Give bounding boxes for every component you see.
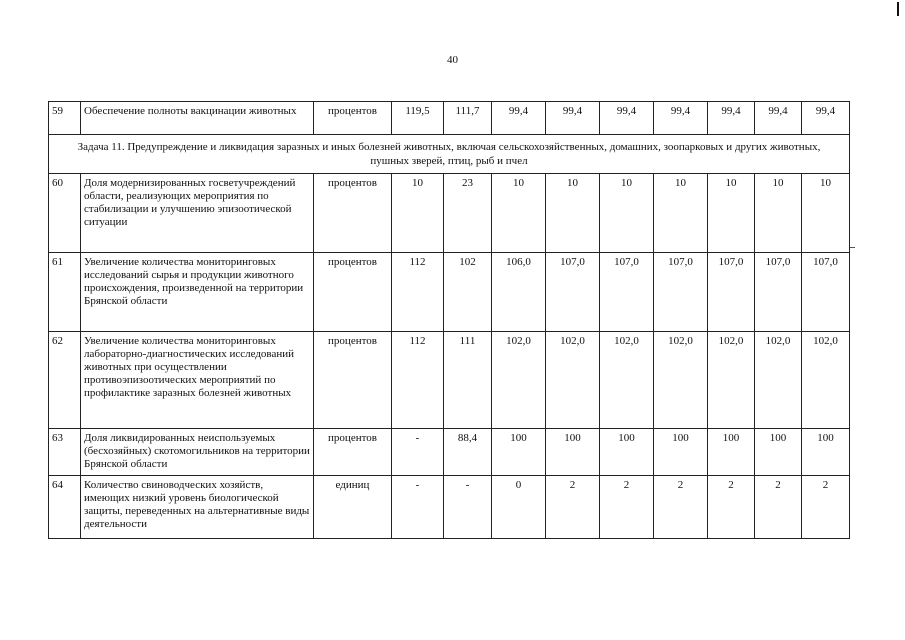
value-cell: 102,0 (802, 332, 850, 429)
value-cell: 102 (444, 253, 492, 332)
value-cell: 10 (600, 174, 654, 253)
indicator-name: Увеличение количества мониторинговых лабораторно-диагностических исследований животных при осуществлении противоэпизоотических мероприятий по профилактике заразных болезней животных (81, 332, 314, 429)
row-code: 63 (49, 429, 81, 476)
table-body-top (49, 102, 850, 135)
value-cell: 2 (546, 476, 600, 539)
value-cell: 100 (802, 429, 850, 476)
indicator-name: Обеспечение полноты вакцинации животных (81, 102, 314, 135)
value-cell: 0 (492, 476, 546, 539)
unit-cell: единиц (314, 476, 392, 539)
row-code: 61 (49, 253, 81, 332)
value-cell: 106,0 (492, 253, 546, 332)
value-cell: 99,4 (492, 102, 546, 135)
value-cell: 102,0 (546, 332, 600, 429)
table-row (49, 174, 850, 253)
value-cell: 2 (600, 476, 654, 539)
value-cell: 112 (392, 332, 444, 429)
table-row (49, 253, 850, 332)
value-cell: 88,4 (444, 429, 492, 476)
value-cell: 10 (654, 174, 708, 253)
value-cell: 10 (492, 174, 546, 253)
value-cell: 99,4 (755, 102, 802, 135)
value-cell: 112 (392, 253, 444, 332)
unit-cell: процентов (314, 429, 392, 476)
value-cell: 107,0 (802, 253, 850, 332)
table-row (49, 102, 850, 135)
unit-cell: процентов (314, 174, 392, 253)
value-cell: 2 (708, 476, 755, 539)
table-body-main (49, 174, 850, 539)
page-number: 40 (447, 54, 458, 66)
value-cell: 100 (654, 429, 708, 476)
value-cell: 2 (802, 476, 850, 539)
table-row (49, 476, 850, 539)
table-row (49, 429, 850, 476)
value-cell: 119,5 (392, 102, 444, 135)
value-cell: - (392, 476, 444, 539)
table-row (49, 332, 850, 429)
row-code: 64 (49, 476, 81, 539)
value-cell: 10 (392, 174, 444, 253)
value-cell: 99,4 (600, 102, 654, 135)
value-cell: 100 (492, 429, 546, 476)
value-cell: 102,0 (600, 332, 654, 429)
value-cell: 100 (600, 429, 654, 476)
value-cell: 10 (755, 174, 802, 253)
value-cell: 10 (802, 174, 850, 253)
value-cell: 107,0 (708, 253, 755, 332)
row-code: 60 (49, 174, 81, 253)
unit-cell: процентов (314, 332, 392, 429)
value-cell: 99,4 (708, 102, 755, 135)
value-cell: 23 (444, 174, 492, 253)
value-cell: 107,0 (755, 253, 802, 332)
value-cell: 100 (755, 429, 802, 476)
value-cell: 10 (708, 174, 755, 253)
scan-edge-mark (897, 2, 899, 16)
value-cell: - (392, 429, 444, 476)
unit-cell: процентов (314, 102, 392, 135)
indicator-name: Доля модернизированных госветучреждений области, реализующих мероприятия по стабилизации и улучшению эпизоотической ситуации (81, 174, 314, 253)
value-cell: 107,0 (600, 253, 654, 332)
value-cell: 111 (444, 332, 492, 429)
row-code: 59 (49, 102, 81, 135)
value-cell: 10 (546, 174, 600, 253)
value-cell: 2 (654, 476, 708, 539)
indicator-name: Доля ликвидированных неиспользуемых (бесхозяйных) скотомогильников на территории Брянской области (81, 429, 314, 476)
value-cell: 99,4 (802, 102, 850, 135)
value-cell: 2 (755, 476, 802, 539)
indicator-name: Количество свиноводческих хозяйств, имеющих низкий уровень биологической защиты, переведенных на альтернативные виды деятельности (81, 476, 314, 539)
task-title: Задача 11. Предупреждение и ликвидация заразных и иных болезней животных, включая сельскохозяйственных, домашних, зоопарковых и других животных, пушных зверей, птиц, рыб и пчел (49, 135, 850, 174)
value-cell: 102,0 (492, 332, 546, 429)
value-cell: 99,4 (654, 102, 708, 135)
value-cell: 100 (708, 429, 755, 476)
indicators-table (48, 101, 850, 539)
row-code: 62 (49, 332, 81, 429)
value-cell: 107,0 (654, 253, 708, 332)
unit-cell: процентов (314, 253, 392, 332)
value-cell: 102,0 (755, 332, 802, 429)
value-cell: 99,4 (546, 102, 600, 135)
value-cell: 107,0 (546, 253, 600, 332)
value-cell: - (444, 476, 492, 539)
value-cell: 111,7 (444, 102, 492, 135)
indicator-name: Увеличение количества мониторинговых исследований сырья и продукции животного происхождения, произведенной на территории Брянской области (81, 253, 314, 332)
task-header-row (49, 135, 850, 174)
value-cell: 100 (546, 429, 600, 476)
value-cell: 102,0 (708, 332, 755, 429)
value-cell: 102,0 (654, 332, 708, 429)
